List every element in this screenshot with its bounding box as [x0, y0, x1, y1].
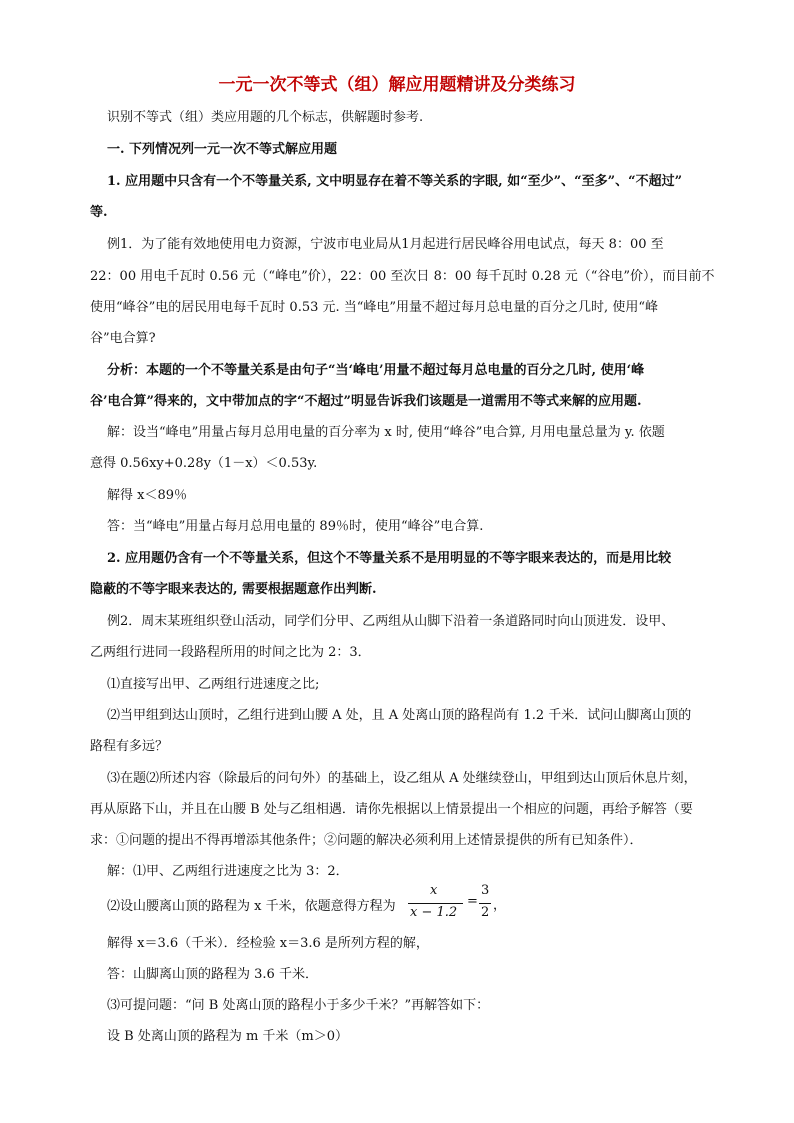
intro-line: 识别不等式（组）类应用题的几个标志，供解题时参考.	[107, 110, 424, 125]
section-heading: 一. 下列情况列一元一次不等式解应用题	[107, 142, 338, 157]
question-1-line: ⑴直接写出甲、乙两组行进速度之比;	[107, 677, 320, 692]
answer-2-line: 答：山脚离山顶的路程为 3.6 千米．	[107, 967, 318, 982]
rule-2-line: 隐蔽的不等字眼来表达的, 需要根据题意作出判断.	[90, 582, 377, 597]
example-1-line: 22：00 用电千瓦时 0.56 元（“峰电”价），22：00 至次日 8：00 每千瓦时 0.28 元（“谷电”价），而目前不	[90, 269, 715, 284]
document-title: 一元一次不等式（组）解应用题精讲及分类练习	[218, 75, 576, 95]
question-3-line: ⑶在题⑵所述内容（除最后的问句外）的基础上，设乙组从 A 处继续登山，甲组到达山顶后休息片刻，	[107, 771, 697, 786]
solution-line: 解：设当“峰电”用量占每月总用电量的百分率为 x 时, 使用“峰谷”电合算, 月用电量总量为 y. 依题	[107, 425, 665, 440]
fraction-right-denominator: 2	[481, 905, 490, 920]
example-2-line: 例2．周末某班组织登山活动，同学们分甲、乙两组从山脚下沿着一条道路同时向山顶进发．设甲、	[107, 614, 675, 629]
equals-sign: =	[467, 894, 478, 909]
fraction-left-bar	[408, 903, 463, 904]
rule-1-line: 等.	[90, 205, 108, 220]
solution-line: 解得 x＜89％	[107, 488, 188, 503]
solution-3-line: ⑶可提问题：“问 B 处离山顶的路程小于多少千米？”再解答如下：	[107, 998, 490, 1013]
example-2-line: 乙两组行进同一段路程所用的时间之比为 2：3．	[90, 645, 371, 660]
question-3-line: 再从原路下山，并且在山腰 B 处与乙组相遇．请你先根据以上情景提出一个相应的问题，再给予解答（要	[90, 802, 693, 817]
solution-2-line: 解：⑴甲、乙两组行进速度之比为 3：2．	[107, 864, 349, 879]
question-2-line: 路程有多远？	[90, 739, 169, 754]
solution-3-line: 设 B 处离山顶的路程为 m 千米（m＞0）	[107, 1029, 349, 1044]
solution-2-line: ⑵设山腰离山顶的路程为 x 千米，依题意得方程为	[107, 899, 396, 914]
fraction-right-bar	[479, 903, 491, 904]
fraction-right-numerator: 3	[481, 883, 490, 898]
solution-line: 意得 0.56xy+0.28y（1－x）＜0.53y.	[90, 456, 318, 471]
analysis-line: 分析：本题的一个不等量关系是由句子“当‘峰电’用量不超过每月总电量的百分之几时, 使用‘峰	[107, 363, 645, 378]
fraction-left-denominator: x − 1.2	[410, 905, 458, 920]
equation-tail: ，	[493, 898, 507, 913]
solution-2-line: 解得 x＝3.6（千米）．经检验 x＝3.6 是所列方程的解，	[107, 936, 429, 951]
fraction-left-numerator: x	[430, 883, 438, 898]
example-1-line: 使用“峰谷”电的居民用电每千瓦时 0.53 元. 当“峰电”用量不超过每月总电量的百分之几时, 使用“峰	[90, 300, 658, 315]
question-2-line: ⑵当甲组到达山顶时，乙组行进到山腰 A 处，且 A 处离山顶的路程尚有 1.2 千米．试问山脚离山顶的	[107, 708, 692, 723]
example-1-line: 谷”电合算?	[90, 331, 156, 346]
answer-line: 答：当“峰电”用量占每月总用电量的 89％时，使用“峰谷”电合算.	[107, 519, 484, 534]
rule-2-line: 2. 应用题仍含有一个不等量关系，但这个不等量关系不是用明显的不等字眼来表达的，而是用比较	[107, 551, 672, 566]
analysis-line: 谷’电合算”得来的，文中带加点的字“不超过”明显告诉我们该题是一道需用不等式来解的应用题.	[90, 394, 642, 409]
question-3-line: 求：①问题的提出不得再增添其他条件；②问题的解决必须利用上述情景提供的所有已知条件）．	[90, 833, 643, 848]
rule-1-line: 1. 应用题中只含有一个不等量关系, 文中明显存在着不等关系的字眼, 如“至少”、“至多”、“不超过”	[107, 174, 683, 189]
example-1-line: 例1．为了能有效地使用电力资源，宁波市电业局从1月起进行居民峰谷用电试点，每天 8：00 至	[107, 237, 664, 252]
